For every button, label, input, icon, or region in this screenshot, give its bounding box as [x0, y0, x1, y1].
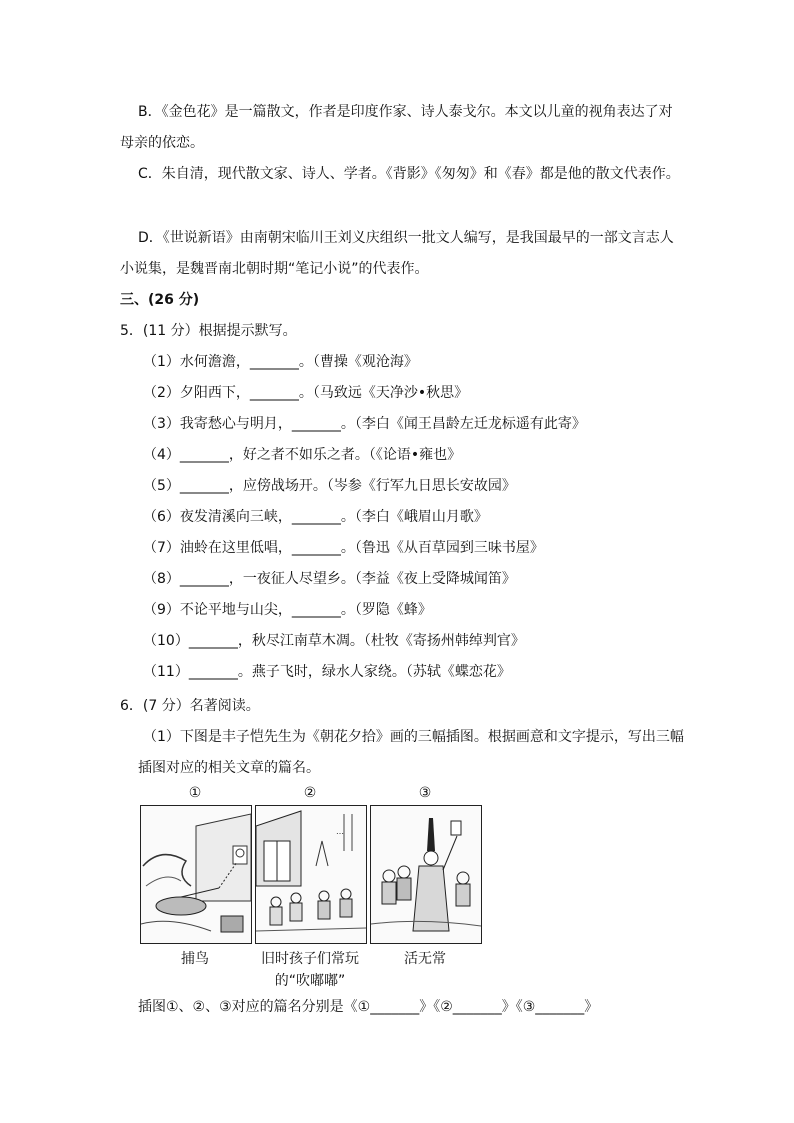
q6-sub1-line1: （1）下图是丰子恺先生为《朝花夕拾》画的三幅插图。根据画意和文字提示，写出三幅: [143, 729, 684, 745]
option-c-line1: C．朱自清，现代散文家、诗人、学者。《背影》《匆匆》和《春》都是他的散文代表作。: [138, 166, 680, 182]
option-b-line2: 母亲的依恋。: [120, 135, 204, 151]
section-3-title: 三、(26 分): [120, 292, 200, 308]
q5-item-11: （11）_______。燕子飞时，绿水人家绕。（苏轼《蝶恋花》: [143, 664, 511, 680]
question-5-title: 5．(11 分）根据提示默写。: [120, 323, 297, 339]
q5-item-2: （2）夕阳西下，_______。（马致远《天净沙•秋思》: [143, 385, 469, 401]
q5-item-4: （4）_______，好之者不如乐之者。（《论语•雍也》: [143, 447, 462, 463]
q6-answer-line: 插图①、②、③对应的篇名分别是《①_______》《②_______》《③_______》: [138, 999, 599, 1015]
q5-item-7: （7）油蛉在这里低唱，_______。（鲁迅《从百草园到三味书屋》: [143, 540, 544, 556]
q5-item-9: （9）不论平地与山尖，_______。（罗隐《蜂》: [143, 602, 432, 618]
option-d-line1: D．《世说新语》由南朝宋临川王刘义庆组织一批文人编写，是我国最早的一部文言志人: [138, 230, 674, 246]
figure-1-caption: 捕鸟: [181, 951, 209, 967]
figure-2-number: ②: [303, 785, 317, 801]
figure-3-number: ③: [418, 785, 432, 801]
q5-item-6: （6）夜发清溪向三峡，_______。（李白《峨眉山月歌》: [143, 509, 488, 525]
option-d-line2: 小说集，是魏晋南北朝时期“笔记小说”的代表作。: [120, 261, 429, 277]
q5-item-10: （10）_______，秋尽江南草木凋。（杜牧《寄扬州韩绰判官》: [143, 633, 525, 649]
option-b-line1: B．《金色花》是一篇散文，作者是印度作家、诗人泰戈尔。本文以儿童的视角表达了对: [138, 104, 673, 120]
q5-item-8: （8）_______，一夜征人尽望乡。（李益《夜上受降城闻笛》: [143, 571, 516, 587]
figure-2-illustration: [255, 805, 367, 944]
q5-item-1: （1）水何澹澹，_______。（曹操《观沧海》: [143, 354, 418, 370]
figure-3-illustration: [370, 805, 482, 944]
figure-3-caption: 活无常: [404, 951, 446, 967]
q5-item-5: （5）_______，应傍战场开。（岑参《行军九日思长安故园》: [143, 478, 516, 494]
question-6-title: 6．(7 分）名著阅读。: [120, 698, 260, 714]
figure-1-illustration: [140, 805, 252, 944]
q6-sub1-line2: 插图对应的相关文章的篇名。: [138, 760, 320, 776]
figure-1-number: ①: [188, 785, 202, 801]
q5-item-3: （3）我寄愁心与明月，_______。（李白《闻王昌龄左迁龙标遥有此寄》: [143, 416, 586, 432]
figure-2-caption: 旧时孩子们常玩的“吹嘟嘟”: [261, 951, 359, 989]
svg-text:⋯: ⋯: [336, 829, 344, 838]
